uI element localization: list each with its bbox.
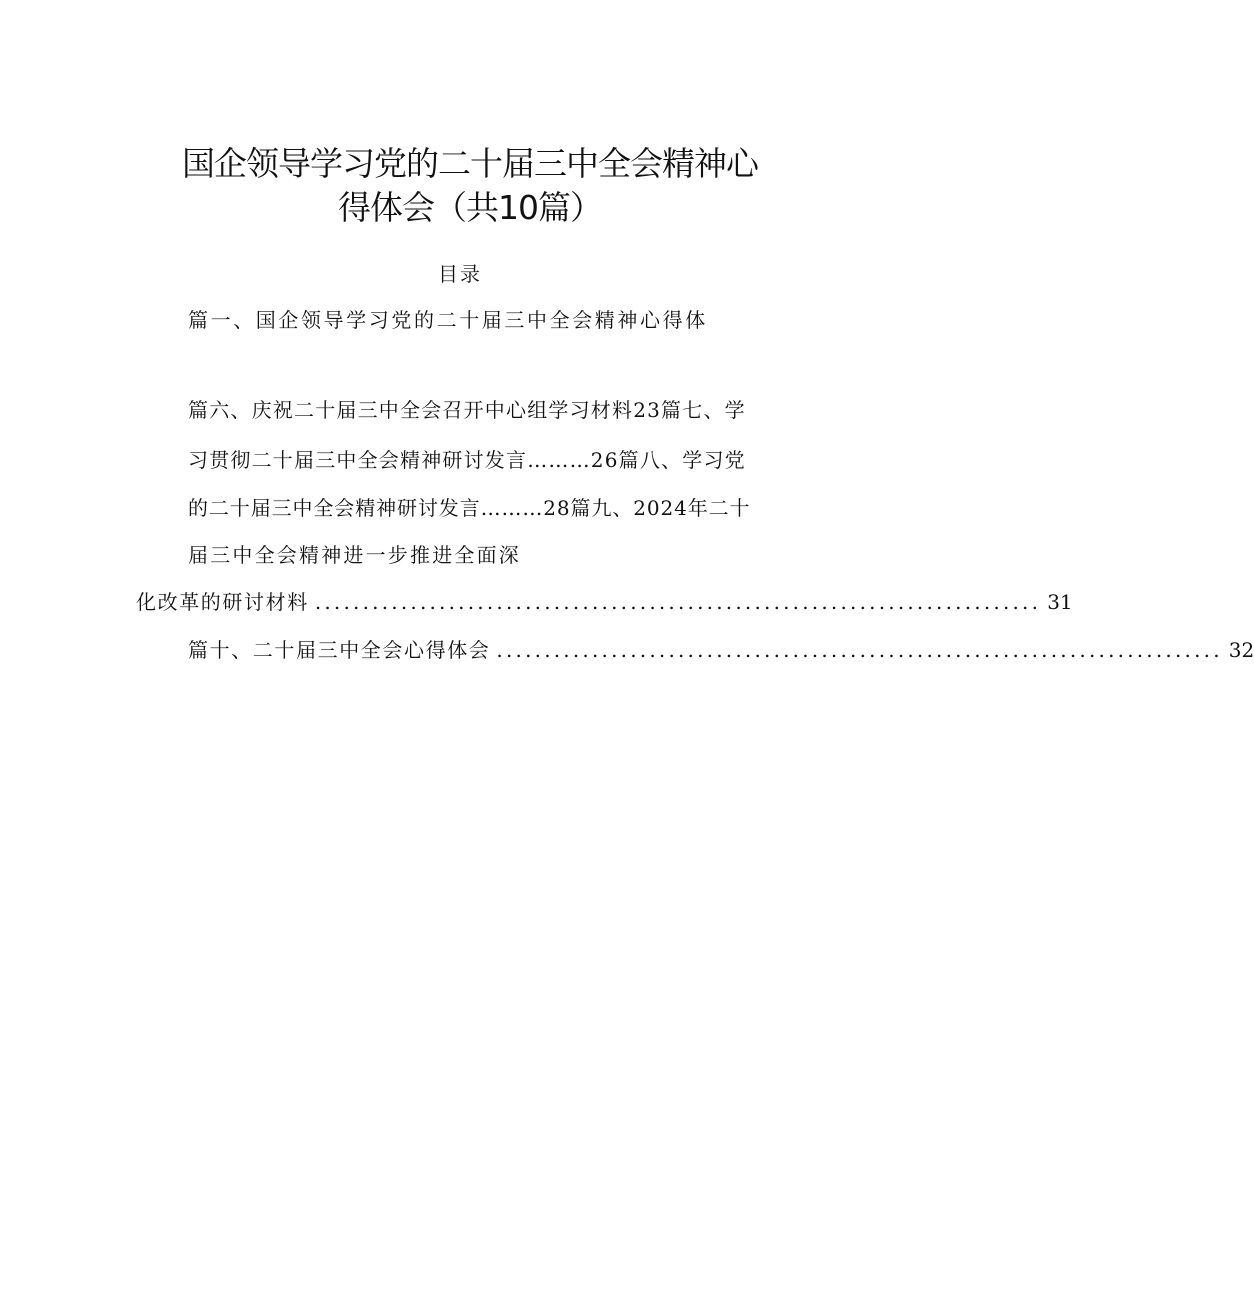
- toc-line-2: 篇六、庆祝二十届三中全会召开中心组学习材料23篇七、学: [188, 398, 746, 422]
- toc-entry-label: 篇十、二十届三中全会心得体会: [188, 638, 491, 662]
- document-title-line-2: 得体会（共10篇）: [338, 188, 602, 227]
- toc-entry-page-number: 31: [1047, 590, 1073, 614]
- toc-line-1: 篇一、国企领导学习党的二十届三中全会精神心得体: [188, 308, 708, 332]
- toc-line-3: 习贯彻二十届三中全会精神研讨发言………26篇八、学习党: [188, 448, 746, 472]
- toc-entry-chapter-ten: [188, 634, 1254, 666]
- toc-entry-page-number: 32: [1228, 638, 1254, 662]
- toc-leader-dots: ............................................................................: [314, 590, 1042, 614]
- toc-entry-reform-materials: [136, 586, 1073, 618]
- document-title-line-1: 国企领导学习党的二十届三中全会精神心: [182, 144, 758, 183]
- toc-leader-dots: ............................................................................: [496, 638, 1223, 662]
- toc-heading: 目录: [438, 262, 482, 286]
- toc-entry-label: 化改革的研讨材料: [136, 590, 309, 614]
- toc-line-4: 的二十届三中全会精神研讨发言………28篇九、2024年二十: [188, 496, 751, 520]
- toc-line-5: 届三中全会精神进一步推进全面深: [188, 543, 521, 567]
